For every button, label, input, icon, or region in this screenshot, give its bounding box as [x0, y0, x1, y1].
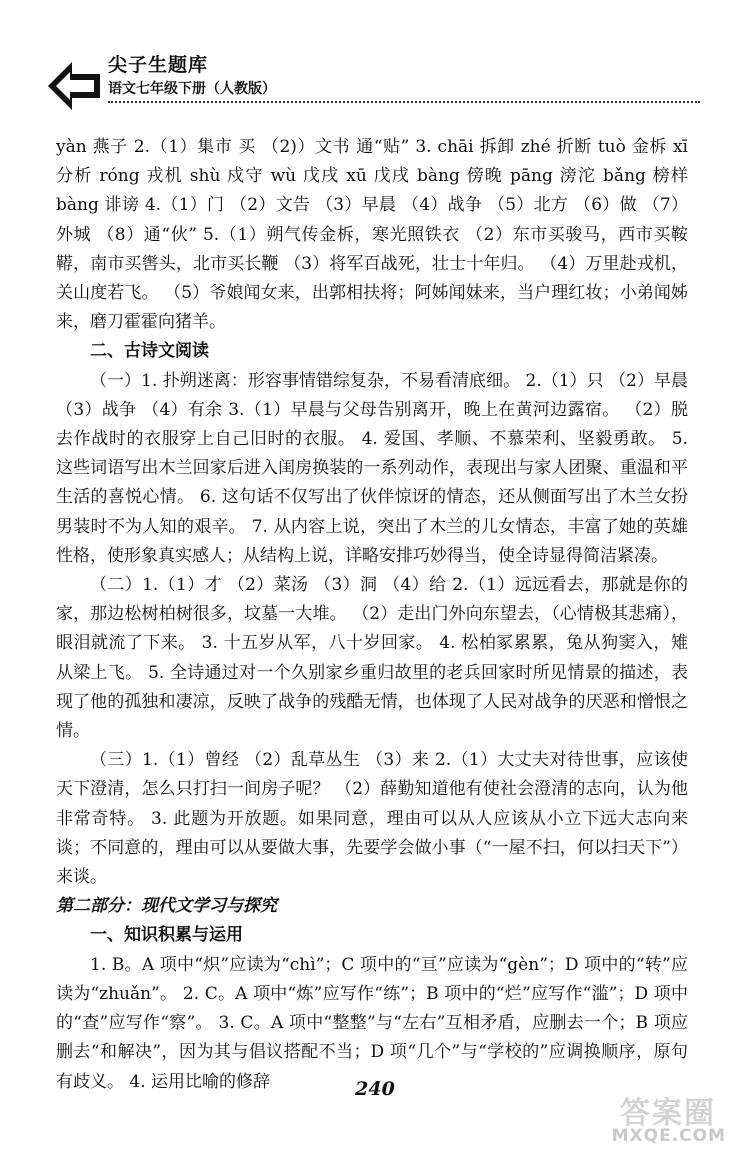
- answer-content: [56, 133, 688, 1097]
- paragraph-poetry-2: （二）1.（1）才 （2）菜汤 （3）洞 （4）给 2.（1）远远看去，那就是你的家，那边松树柏树很多，坟墓一大堆。 （2）走出门外向东望去，（心情极其悲痛），眼泪就流了下来。 3. 十五岁从军，八十岁回家。 4. 松柏冢累累，兔从狗窦入，雉从梁上飞。 5. 全诗通过对一个久别家乡重归故里的老兵回家时所见情景的描述，表现了他的孤独和凄凉，反映了战争的残酷无情，也体现了人民对战争的厌恶和憎恨之情。: [56, 575, 688, 742]
- book-header: [40, 52, 700, 112]
- page-number: 240: [355, 1078, 395, 1100]
- arrow-logo-icon: [42, 56, 106, 112]
- book-subtitle: 语文七年级下册（人教版）: [108, 81, 276, 97]
- header-divider: [108, 101, 700, 103]
- paragraph-poetry-1: （一）1. 扑朔迷离：形容事情错综复杂，不易看清底细。 2.（1）只 （2）早晨 （3）战争 （4）有余 3.（1）早晨与父母告别离开，晚上在黄河边露宿。 （2）脱去作战时的衣服穿上自己旧时的衣服。 4. 爱国、孝顺、不慕荣利、坚毅勇敢。 5. 这些词语写出木兰回家后进入闺房换装的一系列动作，表现出与家人团聚、重温和平生活的喜悦心情。 6. 这句话不仅写出了伙伴惊讶的情态，还从侧面写出了木兰女扮男装时不为人知的艰辛。 7. 从内容上说，突出了木兰的儿女情态，丰富了她的英雄性格，使形象真实感人；从结构上说，详略安排巧妙得当，使全诗显得简洁紧凑。: [56, 370, 688, 566]
- paragraph-poetry-3: （三）1.（1）曾经 （2）乱草丛生 （3）来 2.（1）大丈夫对待世事，应该使天下澄清，怎么只打扫一间房子呢？ （2）薛勤知道他有使社会澄清的志向，认为他非常奇特。 3. 此题为开放题。如果同意，理由可以从人应该从小立下远大志向来谈；不同意的，理由可以从要做大事，先要学会做小事（“一屋不扫，何以扫天下”）来谈。: [56, 750, 688, 888]
- book-title: 尖子生题库: [108, 54, 209, 76]
- watermark-logo: [604, 1088, 726, 1150]
- watermark-url: MXQE.COM: [611, 1126, 726, 1146]
- paragraph-vocab-answers: yàn 燕子 2.（1）集市 买 （2)）文书 通“贴” 3. chāi 拆卸 zhé 折断 tuò 金柝 xī 分析 róng 戎机 shù 戍守 wù 戊戌 xū 戊戌 bàng 傍晚 pāng 滂沱 bǎng 榜样 bàng 诽谤 4.（1）门 （2）文告 （3）早晨 （4）战争 （5）北方 （6）做 （7）外城 （8）通“伙” 5.（1）朔气传金柝，寒光照铁衣 （2）东市买骏马，西市买鞍鞯，南市买辔头，北市买长鞭 （3）将军百战死，壮士十年归。 （4）万里赴戎机，关山度若飞。 （5）爷娘闻女来，出郭相扶将；阿姊闻妹来，当户理红妆；小弟闻姊来，磨刀霍霍向猪羊。: [56, 137, 688, 333]
- part-heading: 第二部分：现代文学习与探究: [56, 896, 277, 917]
- watermark-text: 答案圈: [620, 1096, 716, 1131]
- paragraph-knowledge: 1. B。A 项中“炽”应读为“chì”；C 项中的“亘”应读为“gèn”；D 项中的“转”应读为“zhuǎn”。 2. C。A 项中“炼”应写作“练”；B 项中的“烂”应写作“滥”；D 项中的“查”应写作“察”。 3. C。A 项中“整整”与“左右”互相矛盾，应删去一个；B 项应删去“和解决”，因为其与倡议搭配不当；D 项“几个”与“学校的”应调换顺序，原句有歧义。 4. 运用比喻的修辞: [56, 954, 688, 1092]
- section-heading-knowledge: 一、知识积累与运用: [90, 925, 243, 946]
- section-heading-poetry: 二、古诗文阅读: [90, 341, 209, 362]
